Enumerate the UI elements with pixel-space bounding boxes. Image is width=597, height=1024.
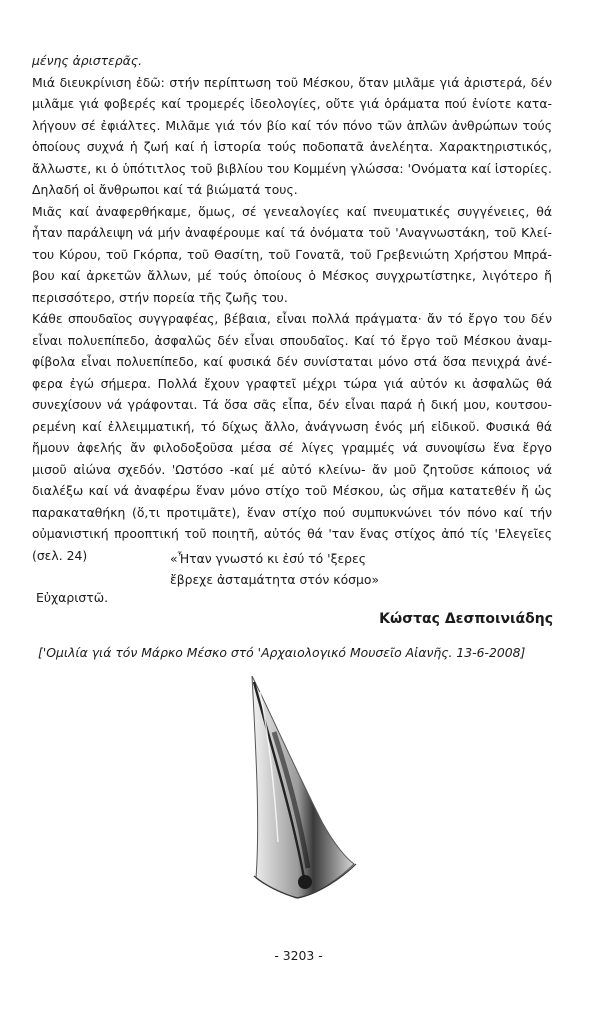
- body-line: ἤμουν ἀφελής ἄν φιλοδοξοῦσα μέσα σέ λίγες γραμμές νά συνοψίσω ἕνα ἔργο: [32, 440, 552, 455]
- body-line: του Κύρου, τοῦ Γκόρπα, τοῦ Θασίτη, τοῦ Γονατᾶ, τοῦ Γρεβενιώτη Χρήστου Μπρά-: [32, 246, 552, 262]
- nib-tip-dot: [298, 875, 312, 889]
- body-line: συνεχίσουν νά γράφονται. Τά ὅσα σᾶς εἶπα, δέν εἶναι παρά ἡ δική μου, κουτσου-: [32, 397, 552, 412]
- body-line: ἦταν παράλειψη νά μήν ἀναφέρουμε καί τά ὀνόματα τοῦ 'Αναγνωστάκη, τοῦ Κλεί-: [32, 225, 552, 240]
- quoted-verse: [170, 548, 379, 590]
- pen-nib-illustration: [230, 672, 370, 912]
- body-line: Μιά διευκρίνιση ἐδῶ: στήν περίπτωση τοῦ Μέσκου, ὅταν μιλᾶμε γιά ἀριστερά, δέν: [32, 74, 552, 90]
- source-note: ['Ομιλία γιά τόν Μάρκο Μέσκο στό 'Αρχαιολογικό Μουσεῖο Αἰανῆς. 13-6-2008]: [38, 645, 526, 660]
- body-line: μιλᾶμε γιά φοβερές καί τρομερές ἰδεολογίες, οὔτε γιά ὁράματα πού ἐνίοτε κατα-: [32, 96, 552, 111]
- verse-line: ἔβρεχε ἀσταμάτητα στόν κόσμο»: [170, 572, 380, 587]
- verse-line: «Ἦταν γνωστό κι ἐσύ τό 'ξερες: [170, 551, 367, 566]
- body-line: ρεμένη καί ἐλλειμματική, τό δίχως ἄλλο, ἀνάγνωση ἑνός μή εἰδικοῦ. Φυσικά θά: [32, 418, 552, 434]
- closing-thanks: Εὐχαριστῶ.: [36, 590, 109, 605]
- body-line: Δηλαδή οἱ ἄνθρωποι καί τά βιώματά τους.: [32, 182, 298, 197]
- author-signature: Κώστας Δεσποινιάδης: [379, 611, 553, 627]
- body-line: περισσότερο, στήν πορεία τῆς ζωῆς του.: [32, 289, 288, 305]
- body-text: [32, 50, 552, 566]
- body-line: μένης ἀριστερᾶς.: [32, 53, 143, 68]
- body-line: οὐμανιστική προοπτική τοῦ ποιητῆ, αὐτός θά 'ταν ἕνας στίχος ἀπό τίς 'Ελεγεῖες: [32, 526, 552, 541]
- body-line: βου καί ἀρκετῶν ἄλλων, μέ τούς ὁποίους ὁ Μέσκος συγχρωτίστηκε, λιγότερο ἤ: [32, 268, 552, 283]
- body-line: εἶναι πολυεπίπεδο, ἀσφαλῶς δέν εἶναι σπουδαῖος. Καί τό ἔργο τοῦ Μέσκου ἀναμ-: [32, 332, 552, 348]
- body-line: διαλέξω καί νά ἀναφέρω ἕναν μόνο στίχο τοῦ Μέσκου, ὡς σῆμα κατατεθέν ἤ ὡς: [32, 483, 552, 498]
- body-line: Κάθε σπουδαῖος συγγραφέας, βέβαια, εἶναι πολλά πράγματα· ἄν τό ἔργο του δέν: [32, 311, 552, 326]
- body-line: ὁποίους συχνά ἡ ζωή καί ἡ ἱστορία τούς ποδοπατᾶ ἀνελέητα. Χαρακτηριστικός,: [32, 139, 552, 154]
- body-line: παρακαταθήκη (ὅ,τι προτιμᾶτε), ἕναν στίχο πού συμπυκνώνει τόν πόνο καί τήν: [32, 504, 552, 520]
- body-line: ἄλλωστε, κι ὁ ὑπότιτλος τοῦ βιβλίου του Κομμένη γλώσσα: 'Ονόματα καί ἱστορίες.: [32, 160, 552, 176]
- page-number: - 3203 -: [274, 948, 323, 963]
- body-line: λήγουν σέ ἐφιάλτες. Μιλᾶμε γιά τόν βίο καί τόν πόνο τῶν ἁπλῶν ἀνθρώπων τούς: [32, 117, 552, 133]
- body-line: μισοῦ αἰώνα σχεδόν. 'Ωστόσο -καί μέ αὐτό κλείνω- ἄν μοῦ ζητοῦσε κάποιος νά: [32, 461, 552, 477]
- body-line: φερα ἐγώ σήμερα. Πολλά ἔχουν γραφτεῖ μέχρι τώρα γιά αὐτόν κι ἀσφαλῶς θά: [32, 375, 552, 391]
- nib-body: [252, 676, 354, 898]
- body-line: (σελ. 24): [32, 547, 88, 563]
- body-line: Μιᾶς καί ἀναφερθήκαμε, ὅμως, σέ γενεαλογίες καί πνευματικές συγγένειες, θά: [32, 203, 552, 219]
- body-line: φίβολα εἶναι πολυεπίπεδο, καί φυσικά δέν συνίσταται μόνο στά ὅσα πενιχρά ἀνέ-: [32, 354, 552, 369]
